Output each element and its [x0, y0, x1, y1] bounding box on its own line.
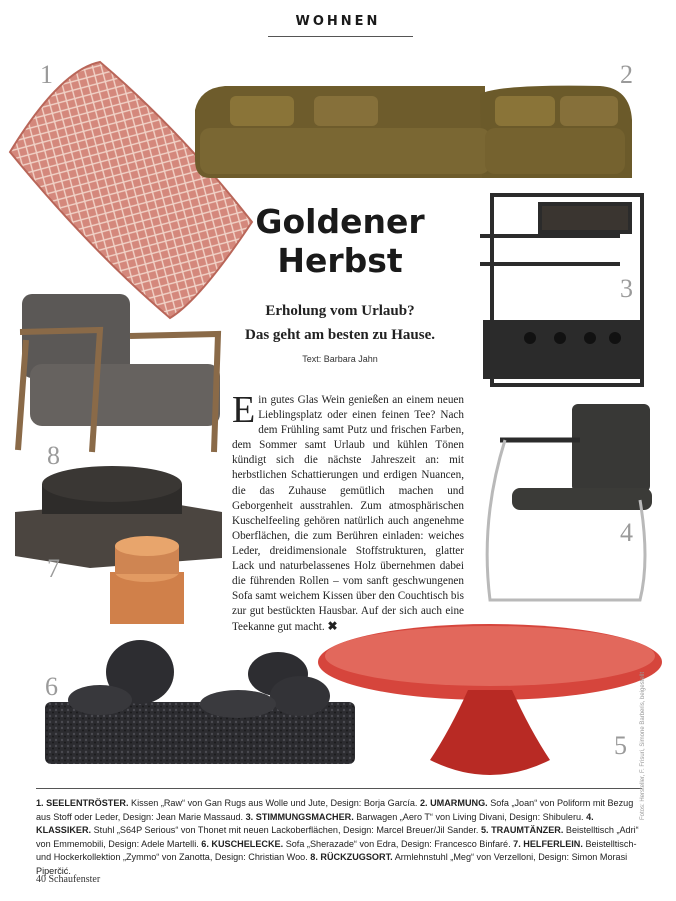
caption-5: 5. TRAUMTÄNZER. Beistelltisch „Adri“ von Emmemobili, Design: Adele Martelli.	[36, 825, 639, 849]
caption-4: 4. KLASSIKER. Stuhl „S64P Serious“ von Thonet mit neuen Lackoberflächen, Design: Marcel Breuer/Jil Sander.	[36, 811, 594, 836]
captions	[36, 797, 646, 879]
sofa-sherazade	[45, 640, 355, 764]
captions-rule	[36, 788, 642, 789]
photo-credit: Fotos: Hersteller, F. Frisuri, Simone Barberis, beigestellt	[640, 671, 646, 820]
caption-8: 8. RÜCKZUGSORT. Armlehnstuhl „Meg“ von Verzelloni, Design: Simon Morasi Piperčić.	[36, 852, 628, 876]
subheadline-line-2: Das geht am besten zu Hause.	[245, 327, 435, 343]
bar-cart-aero	[480, 195, 642, 385]
caption-6: 6. KUSCHELECKE. Sofa „Sherazade“ von Edra, Design: Francesco Binfaré.	[201, 838, 511, 849]
headline-line-2: Herbst	[277, 241, 403, 280]
armchair-meg	[18, 294, 220, 452]
product-number-7: 7	[47, 554, 60, 583]
caption-3: 3. STIMMUNGSMACHER. Barwagen „Aero T“ von Living Divani, Design: Shibuleru.	[245, 811, 584, 822]
product-number-5: 5	[614, 731, 627, 760]
section-label: WOHNEN	[295, 14, 381, 29]
byline: Text: Barbara Jahn	[302, 354, 378, 364]
chair-s64p	[487, 404, 652, 600]
product-number-4: 4	[620, 518, 633, 547]
page-footer	[36, 874, 100, 885]
side-tables-zymmo	[15, 466, 222, 624]
product-number-2: 2	[620, 60, 633, 89]
product-number-3: 3	[620, 274, 633, 303]
article-body	[232, 389, 464, 636]
headline	[230, 202, 450, 280]
sofa-joan	[195, 86, 632, 178]
headline-line-1: Goldener	[255, 202, 425, 241]
end-mark-icon: ✖	[327, 619, 338, 634]
caption-1: 1. SEELENTRÖSTER. Kissen „Raw“ von Gan Rugs aus Wolle und Jute, Design: Borja García.	[36, 798, 418, 808]
product-number-1: 1	[40, 60, 53, 89]
page-number: 40	[36, 874, 46, 885]
subheadline-line-1: Erholung vom Urlaub?	[265, 303, 415, 319]
article-text: in gutes Glas Wein genießen an einem neuen Lieblingsplatz oder einen feinen Tee? Nach dem Frühling samt Putz und frischen Farben, dem Sommer samt Urlaub und kühlen Tönen kündigt sich die nächste Jahreszeit an: mit herbstlichen Schattierungen und erdigen Nuancen, die das Zuhause gemütlich machen und Geborgenheit ausstrahlen. Zum atmosphärischen Kuschelfeeling gehören natürlich auch angenehme Oberflächen, die zum Berühren einladen: weiches Leder, dreidimensionale Stoffstrukturen, glatter Lack und naturbelassenes Holz übernehmen dabei die führenden Rollen – vom sanft geschwungenen Sofa samt weichem Kissen über den Couchtisch bis zur gut bestückten Hausbar. Auf der sich auch eine Teekanne gut macht.	[232, 394, 464, 634]
caption-7: 7. HELFERLEIN. Beistelltisch- und Hockerkollektion „Zymmo“ von Zanotta, Design: Christian Woo.	[36, 838, 637, 863]
caption-2: 2. UMARMUNG. Sofa „Joan“ von Poliform mit Bezug aus Stoff oder Leder, Design: Jean Marie Massaud.	[36, 798, 634, 822]
product-number-6: 6	[45, 672, 58, 701]
subheadline	[220, 299, 460, 347]
side-table-adri	[318, 624, 662, 775]
product-number-8: 8	[47, 441, 60, 470]
dropcap: E	[232, 389, 256, 431]
magazine-name: Schaufenster	[48, 874, 101, 885]
